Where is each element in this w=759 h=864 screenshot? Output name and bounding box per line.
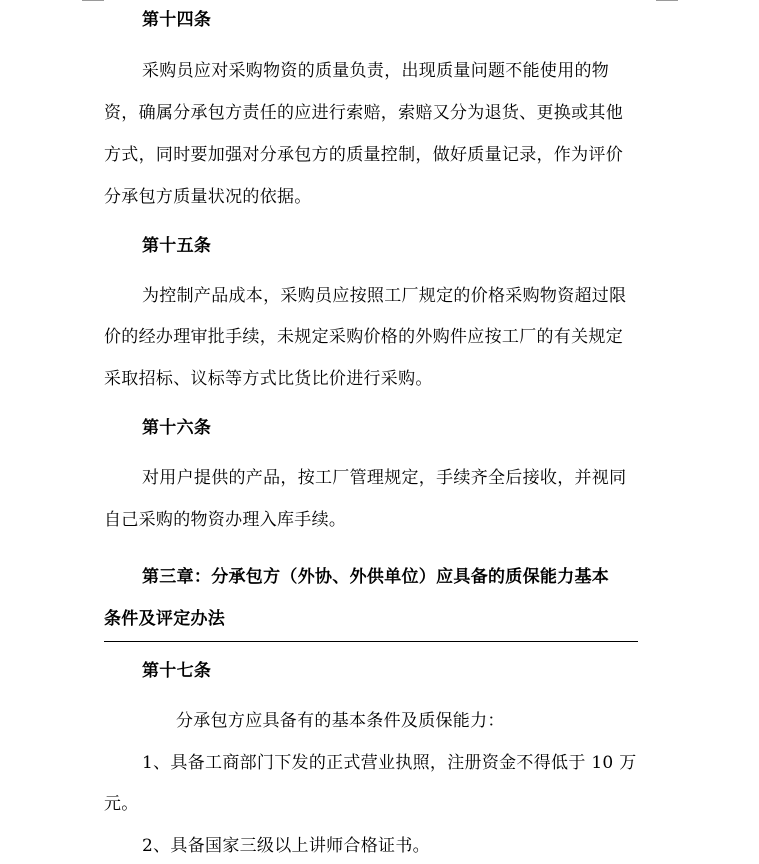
article-17-item-1-continued: 元。: [104, 794, 139, 814]
article-16-heading: 第十六条: [142, 418, 212, 438]
article-14-line-1: 采购员应对采购物资的质量负责，出现质量问题不能使用的物: [142, 61, 610, 81]
article-17-item-1: 1、具备工商部门下发的正式营业执照，注册资金不得低于 10 万: [142, 753, 637, 773]
article-15-line-1: 为控制产品成本，采购员应按照工厂规定的价格采购物资超过限: [142, 286, 627, 306]
article-14-line-3: 方式，同时要加强对分承包方的质量控制，做好质量记录，作为评价: [104, 145, 623, 165]
article-15-line-2: 价的经办理审批手续，未规定采购价格的外购件应按工厂的有关规定: [104, 327, 623, 347]
page-corner-mark-left: [82, 0, 104, 1]
article-14-line-2: 资，确属分承包方责任的应进行索赔，索赔又分为退货、更换或其他: [104, 103, 623, 123]
chapter-3-title-line-1: 第三章：分承包方（外协、外供单位）应具备的质保能力基本: [142, 567, 610, 587]
chapter-divider: [104, 641, 638, 642]
article-16-line-1: 对用户提供的产品，按工厂管理规定，手续齐全后接收，并视同: [142, 468, 627, 488]
article-14-heading: 第十四条: [142, 10, 212, 30]
article-17-intro: 分承包方应具备有的基本条件及质保能力：: [176, 711, 505, 731]
article-17-heading: 第十七条: [142, 661, 212, 681]
article-14-line-4: 分承包方质量状况的依据。: [104, 187, 312, 207]
article-15-line-3: 采取招标、议标等方式比货比价进行采购。: [104, 369, 433, 389]
article-17-item-2: 2、具备国家三级以上讲师合格证书。: [142, 836, 430, 856]
chapter-3-title-line-2: 条件及评定办法: [104, 609, 226, 629]
article-16-line-2: 自己采购的物资办理入库手续。: [104, 510, 347, 530]
page-corner-mark-right: [656, 0, 678, 1]
article-15-heading: 第十五条: [142, 236, 212, 256]
